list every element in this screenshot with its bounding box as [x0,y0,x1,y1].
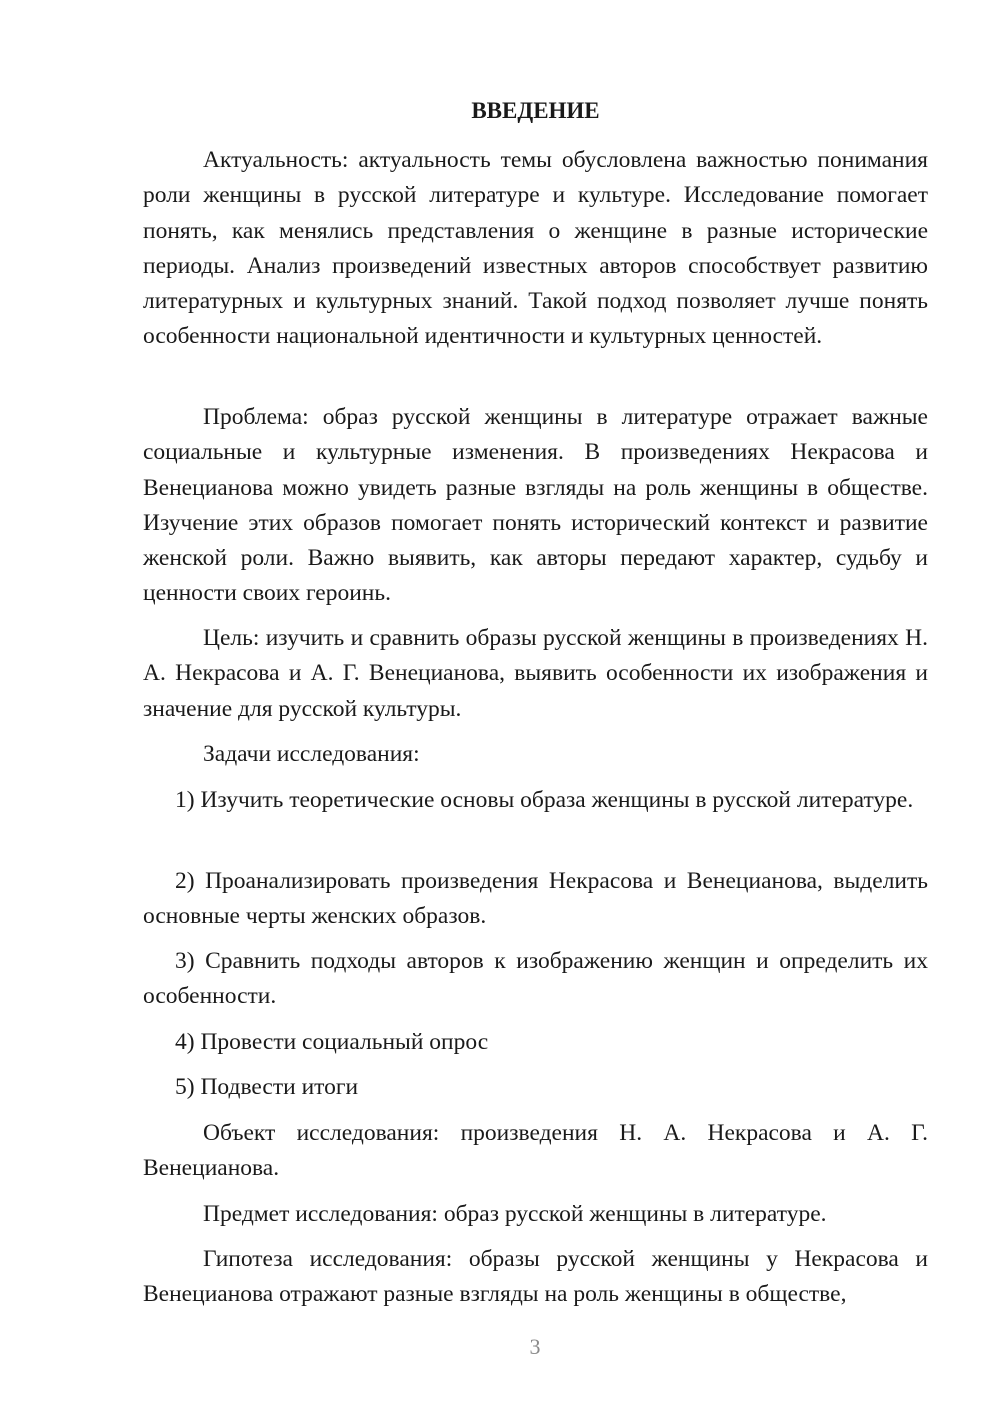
task-item-5: 5) Подвести итоги [175,1074,359,1100]
subject-paragraph: Предмет исследования: образ русской женщины в литературе. [203,1201,827,1227]
task-item-3: 3) Сравнить подходы авторов к изображению женщин и определить их особенности. [143,948,928,1010]
hypothesis-paragraph: Гипотеза исследования: образы русской женщины у Некрасова и Венецианова отражают разные взгляды на роль женщины в обществе, [143,1246,928,1308]
task-item-1: 1) Изучить теоретические основы образа женщины в русской литературе. [175,787,914,813]
page-title: ВВЕДЕНИЕ [471,98,600,123]
task-item-4: 4) Провести социальный опрос [175,1029,489,1055]
page-number: 3 [529,1334,541,1359]
tasks-heading: Задачи исследования: [203,741,420,767]
object-paragraph: Объект исследования: произведения Н. А. Некрасова и А. Г. Венецианова. [143,1120,928,1182]
problem-paragraph: Проблема: образ русской женщины в литературе отражает важные социальные и культурные изменения. В произведениях Некрасова и Венецианова можно увидеть разные взгляды на роль женщины в обществе. Изучение этих образов помогает понять исторический контекст и развитие женской роли. Важно выявить, как авторы передают характер, судьбу и ценности своих героинь. [143,404,928,607]
task-item-2: 2) Проанализировать произведения Некрасова и Венецианова, выделить основные черты женских образов. [143,868,928,930]
goal-paragraph: Цель: изучить и сравнить образы русской женщины в произведениях Н. А. Некрасова и А. Г. Венецианова, выявить особенности их изображения и значение для русской культуры. [143,625,928,722]
relevance-paragraph: Актуальность: актуальность темы обусловлена важностью понимания роли женщины в русской литературе и культуре. Исследование помогает понять, как менялись представления о женщине в разные исторические периоды. Анализ произведений известных авторов способствует развитию литературных и культурных знаний. Такой подход позволяет лучше понять особенности национальной идентичности и культурных ценностей. [143,147,928,350]
